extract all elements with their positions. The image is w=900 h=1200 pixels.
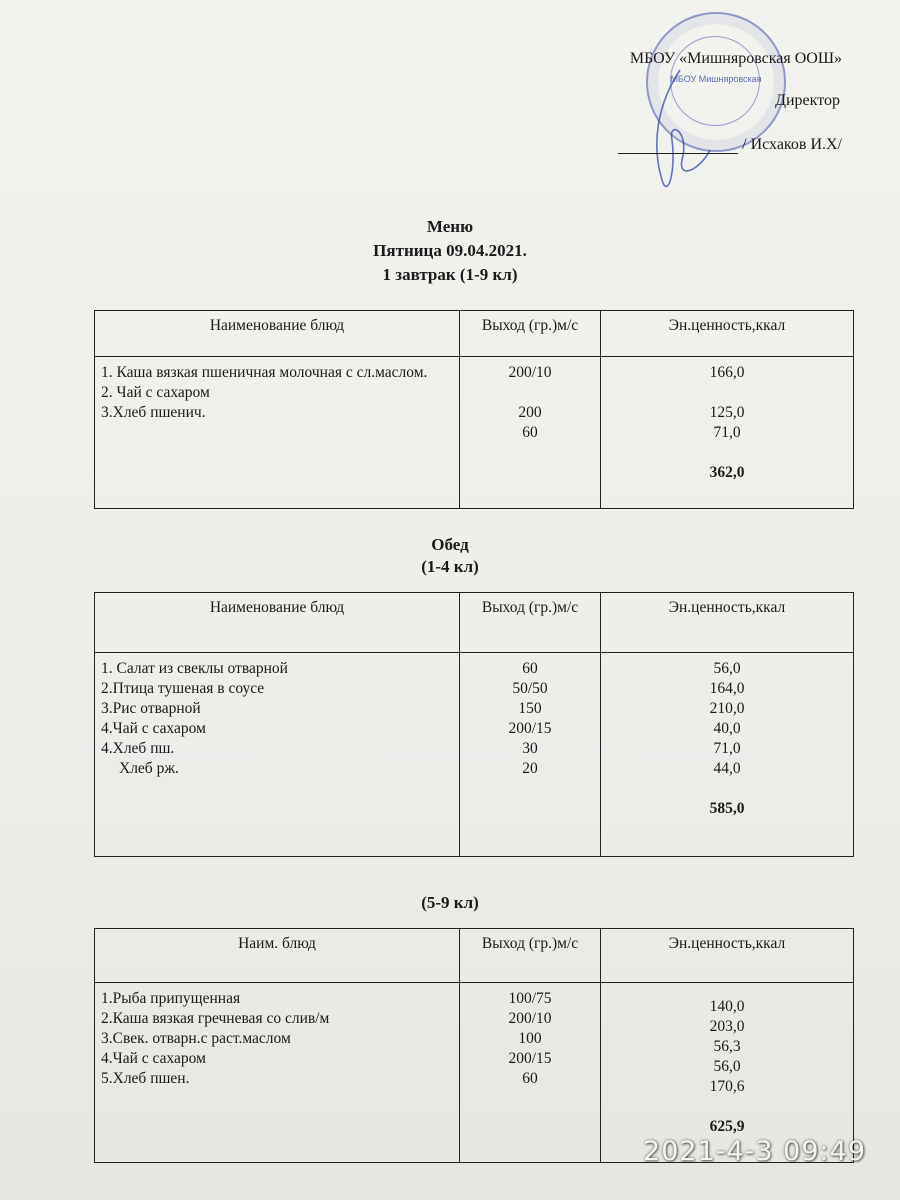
energy-value: 44,0 <box>713 760 741 777</box>
photo-timestamp: 2021-4-3 09:49 <box>643 1136 866 1167</box>
col-header-energy: Эн.ценность,ккал <box>601 311 854 357</box>
director-role: Директор <box>775 92 840 109</box>
list-item: 3.Свек. отварн.с раст.маслом <box>101 1030 291 1047</box>
energy-value: 166,0 <box>709 364 745 381</box>
output-value: 100/75 <box>508 990 552 1007</box>
output-value: 150 <box>518 700 542 717</box>
energy-value: 170,6 <box>709 1078 745 1095</box>
output-value: 200/10 <box>508 364 552 381</box>
list-item: 1. Салат из свеклы отварной <box>101 660 288 677</box>
list-item: 4.Чай с сахаром <box>101 1050 206 1067</box>
output-value: 60 <box>522 424 538 441</box>
energy-total: 585,0 <box>709 800 745 817</box>
energy-value: 203,0 <box>709 1018 745 1035</box>
lunch-5-9-table <box>94 928 854 1163</box>
energy-value: 40,0 <box>713 720 741 737</box>
output-value: 100 <box>518 1030 542 1047</box>
list-item: 3.Хлеб пшенич. <box>101 404 206 421</box>
list-item: 2. Чай с сахаром <box>101 384 210 401</box>
col-header-dish: Наименование блюд <box>95 311 460 357</box>
output-value: 200/15 <box>508 720 552 737</box>
col-header-energy: Эн.ценность,ккал <box>601 593 854 653</box>
lunch-5-9-dishes <box>95 983 460 1163</box>
col-header-output: Выход (гр.)м/с <box>460 929 601 983</box>
lunch-1-4-dishes <box>95 653 460 857</box>
col-header-output: Выход (гр.)м/с <box>460 593 601 653</box>
director-signature-line <box>618 136 842 154</box>
director-name: / Исхаков И.Х/ <box>742 136 842 153</box>
col-header-energy: Эн.ценность,ккал <box>601 929 854 983</box>
output-value: 200/10 <box>508 1010 552 1027</box>
lunch-5-9-outputs <box>460 983 601 1163</box>
director-signature <box>620 60 730 210</box>
breakfast-dishes <box>95 357 460 509</box>
list-item: 4.Чай с сахаром <box>101 720 206 737</box>
energy-value: 210,0 <box>709 700 745 717</box>
list-item: 2.Каша вязкая гречневая со слив/м <box>101 1010 330 1027</box>
output-value: 60 <box>522 660 538 677</box>
output-value: 20 <box>522 760 538 777</box>
lunch-5-9-title: (5-9 кл) <box>421 893 479 912</box>
stamp-text: МБОУ Мишняровская <box>670 74 762 84</box>
breakfast-table <box>94 310 854 509</box>
list-item: 5.Хлеб пшен. <box>101 1070 190 1087</box>
lunch-title: Обед <box>431 535 469 554</box>
energy-total: 362,0 <box>709 464 745 481</box>
lunch-1-4-energy <box>601 653 854 857</box>
energy-value: 71,0 <box>713 740 741 757</box>
energy-total: 625,9 <box>709 1118 745 1135</box>
list-item: 3.Рис отварной <box>101 700 201 717</box>
lunch-1-4-outputs <box>460 653 601 857</box>
list-item: 1. Каша вязкая пшеничная молочная с сл.маслом. <box>101 364 428 381</box>
menu-title: Меню <box>426 217 474 236</box>
energy-value: 56,3 <box>713 1038 741 1055</box>
energy-value: 164,0 <box>709 680 745 697</box>
col-header-dish: Наим. блюд <box>95 929 460 983</box>
list-item: 4.Хлеб пш. <box>101 740 175 757</box>
col-header-dish: Наименование блюд <box>95 593 460 653</box>
signature-underline <box>618 153 738 154</box>
menu-date: Пятница 09.04.2021. <box>373 241 527 260</box>
energy-value: 71,0 <box>713 424 741 441</box>
list-item: 1.Рыба припущенная <box>101 990 241 1007</box>
output-value: 200 <box>518 404 542 421</box>
list-item: Хлеб рж. <box>119 760 179 777</box>
energy-value: 56,0 <box>713 1058 741 1075</box>
breakfast-title: 1 завтрак (1-9 кл) <box>382 265 518 284</box>
breakfast-outputs <box>460 357 601 509</box>
col-header-output: Выход (гр.)м/с <box>460 311 601 357</box>
lunch-1-4-table <box>94 592 854 857</box>
lunch-grade-range: (1-4 кл) <box>421 557 479 576</box>
breakfast-energy <box>601 357 854 509</box>
energy-value: 125,0 <box>709 404 745 421</box>
output-value: 50/50 <box>512 680 548 697</box>
school-name: МБОУ «Мишняровская ООШ» <box>629 50 842 67</box>
output-value: 60 <box>522 1070 538 1087</box>
list-item: 2.Птица тушеная в соусе <box>101 680 265 697</box>
energy-value: 140,0 <box>709 998 745 1015</box>
output-value: 30 <box>522 740 538 757</box>
energy-value: 56,0 <box>713 660 741 677</box>
output-value: 200/15 <box>508 1050 552 1067</box>
